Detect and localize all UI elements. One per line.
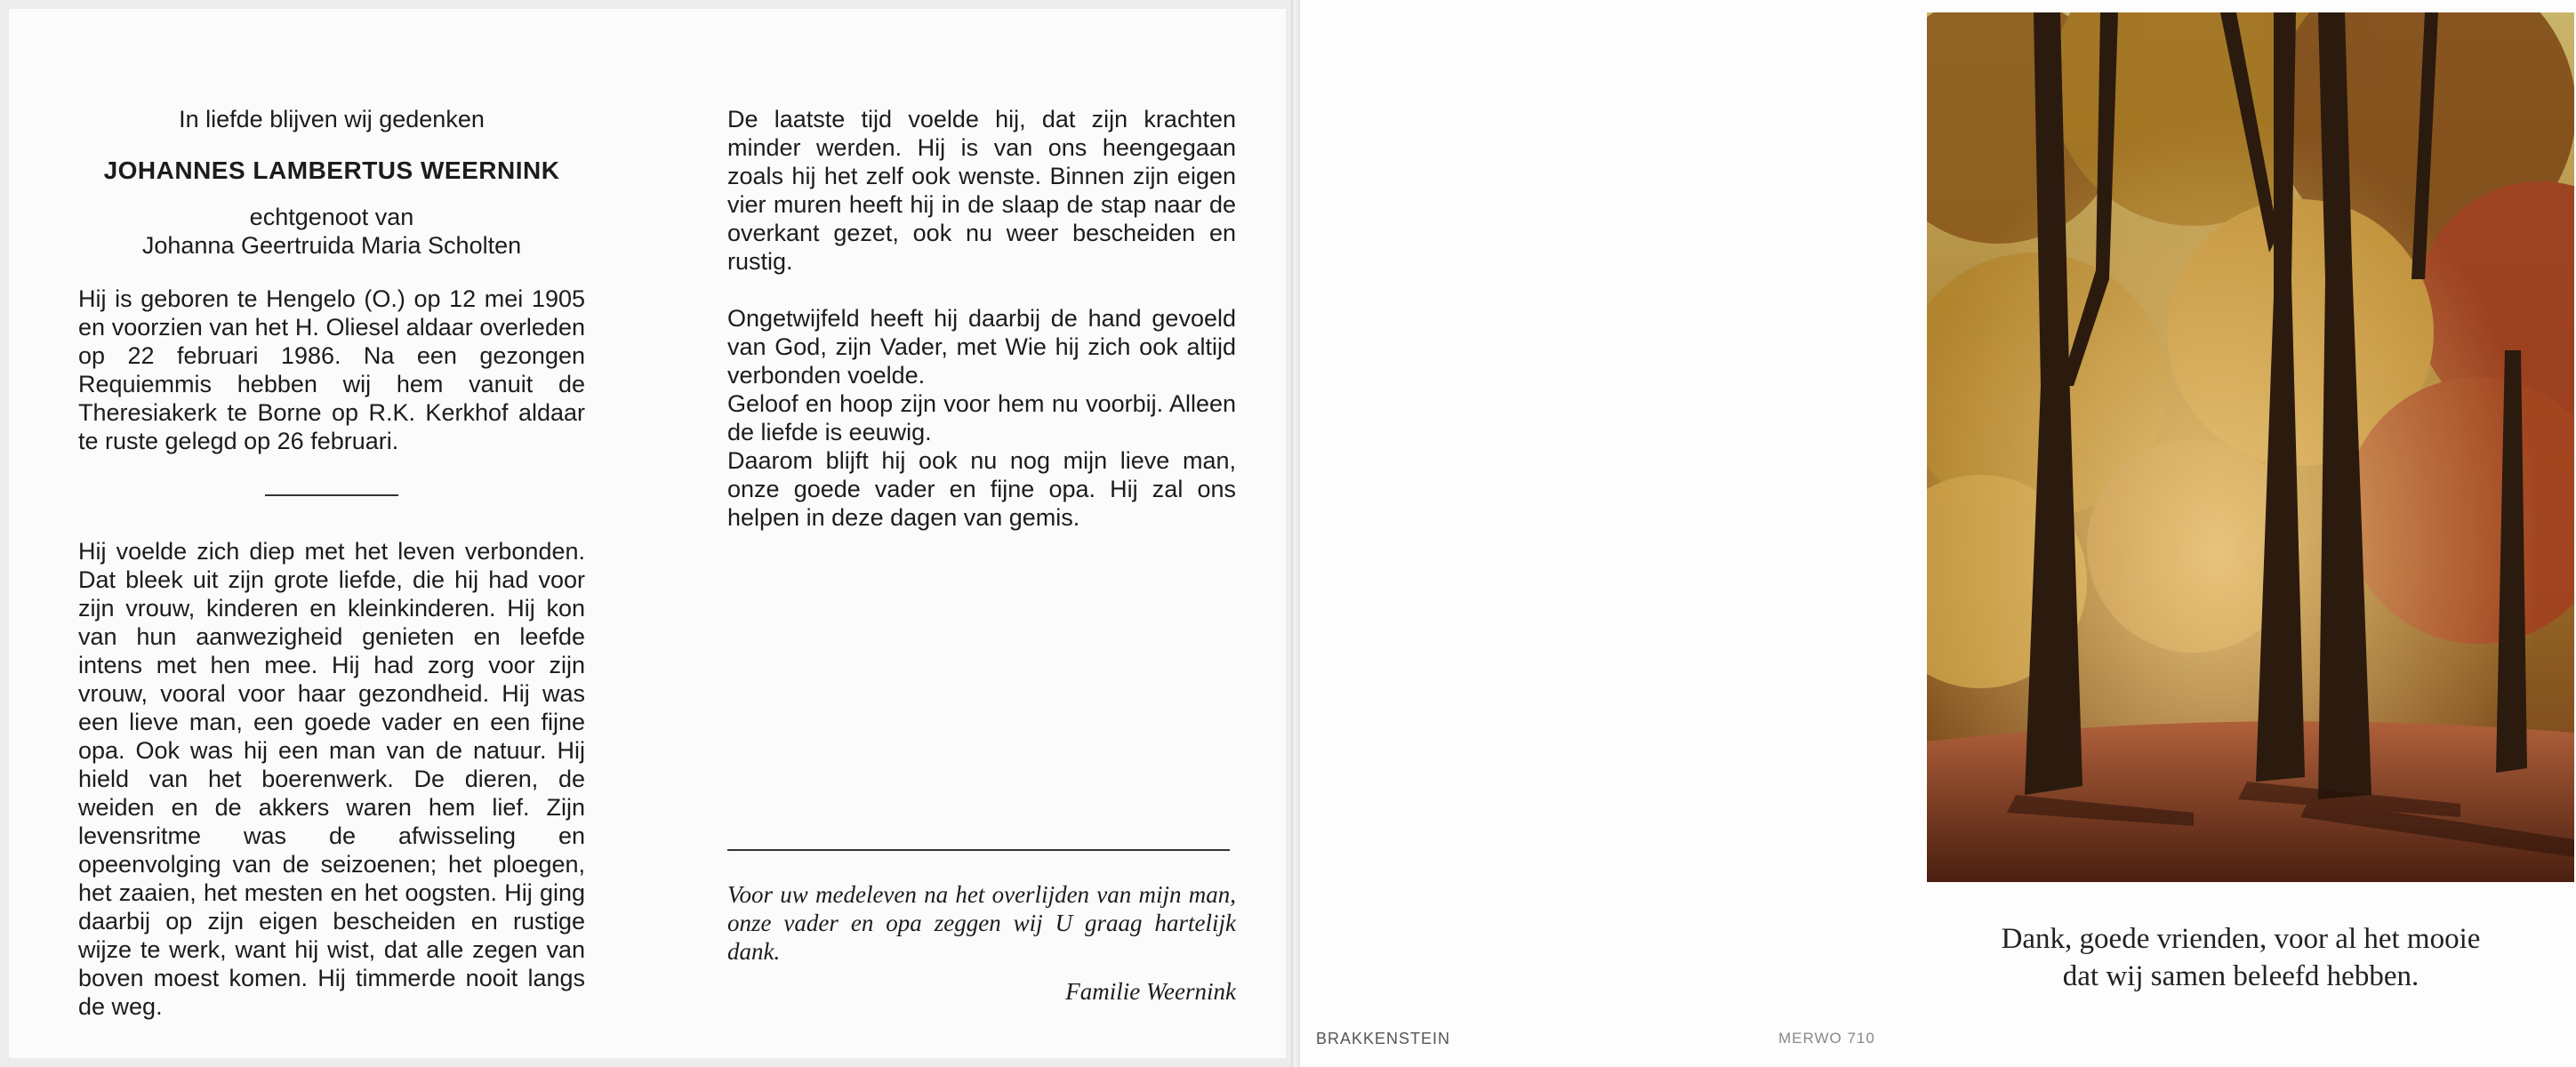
- birth-death-paragraph: Hij is geboren te Hengelo (O.) op 12 mei 1905 en voorzien van het H. Oliesel aldaar overleden op 22 februari 1986. Na een gezongen Requiemmis hebben wij hem vanuit de Theresiakerk te Borne op R.K. Kerkhof aldaar te ruste gelegd op 26 februari.: [78, 285, 585, 454]
- spouse-name: Johanna Geertruida Maria Scholten: [141, 232, 522, 259]
- divider: [265, 494, 398, 496]
- product-code: MERWO 710: [1778, 1030, 1875, 1047]
- autumn-forest-photo: [1927, 12, 2574, 882]
- caption-line-1: Dank, goede vrienden, voor al het mooie: [2001, 923, 2481, 955]
- paragraph-remembrance: Daarom blijft hij ook nu nog mijn lieve man, onze goede vader en fijne opa. Hij zal ons helpen in deze dagen van gemis.: [727, 447, 1236, 531]
- spouse-label: echtgenoot van: [249, 204, 414, 230]
- thank-you-caption: [1912, 920, 2570, 995]
- caption-line-2: dat wij samen beleefd hebben.: [2062, 960, 2420, 992]
- forest-illustration: [1927, 12, 2574, 882]
- life-paragraph: Hij voelde zich diep met het leven verbonden. Dat bleek uit zijn grote liefde, die hij had voor zijn vrouw, kinderen en kleinkinderen. Hij kon van hun aanwezigheid genieten en leefde intens met hen mee. Hij had zorg voor zijn vrouw, vooral voor haar gezondheid. Hij was een lieve man, een goede vader en een fijne opa. Ook was hij een man van de natuur. Hij hield van het boerenwerk. De dieren, de weiden en de akkers waren hem lief. Zijn levensritme was de afwisseling en opeenvolging van de seizoenen; het ploegen, het zaaien, het mesten en het oogsten. Hij ging daarbij op zijn eigen bescheiden en rustige wijze te werk, want hij wist, dat alle zegen van boven moest komen. Hij timmerde nooit langs de weg.: [78, 538, 585, 1020]
- card-fold: [1291, 0, 1300, 1067]
- right-text-column: [727, 105, 1236, 532]
- paragraph-faith: Geloof en hoop zijn voor hem nu voorbij. Alleen de liefde is eeuwig.: [727, 390, 1236, 445]
- paragraph-last-days: De laatste tijd voelde hij, dat zijn krachten minder werden. Hij is van ons heengegaan zoals hij het zelf ook wenste. Binnen zijn eigen vier muren heeft hij in de slaap de stap naar de overkant gezet, ook nu weer bescheiden en rustig.: [727, 106, 1236, 275]
- family-signature: Familie Weernink: [1065, 978, 1236, 1005]
- thanks-text: Voor uw medeleven na het overlijden van mijn man, onze vader en opa zeggen wij U graag hartelijk dank.: [727, 881, 1236, 965]
- intro-line: In liefde blijven wij gedenken: [179, 106, 485, 132]
- left-text-column: [78, 105, 585, 1021]
- thanks-divider: [727, 849, 1230, 851]
- deceased-name: JOHANNES LAMBERTUS WEERNINK: [103, 156, 560, 184]
- paragraph-god: Ongetwijfeld heeft hij daarbij de hand gevoeld van God, zijn Vader, met Wie hij zich ook altijd verbonden voelde.: [727, 305, 1236, 389]
- publisher-imprint: BRAKKENSTEIN: [1316, 1030, 1451, 1047]
